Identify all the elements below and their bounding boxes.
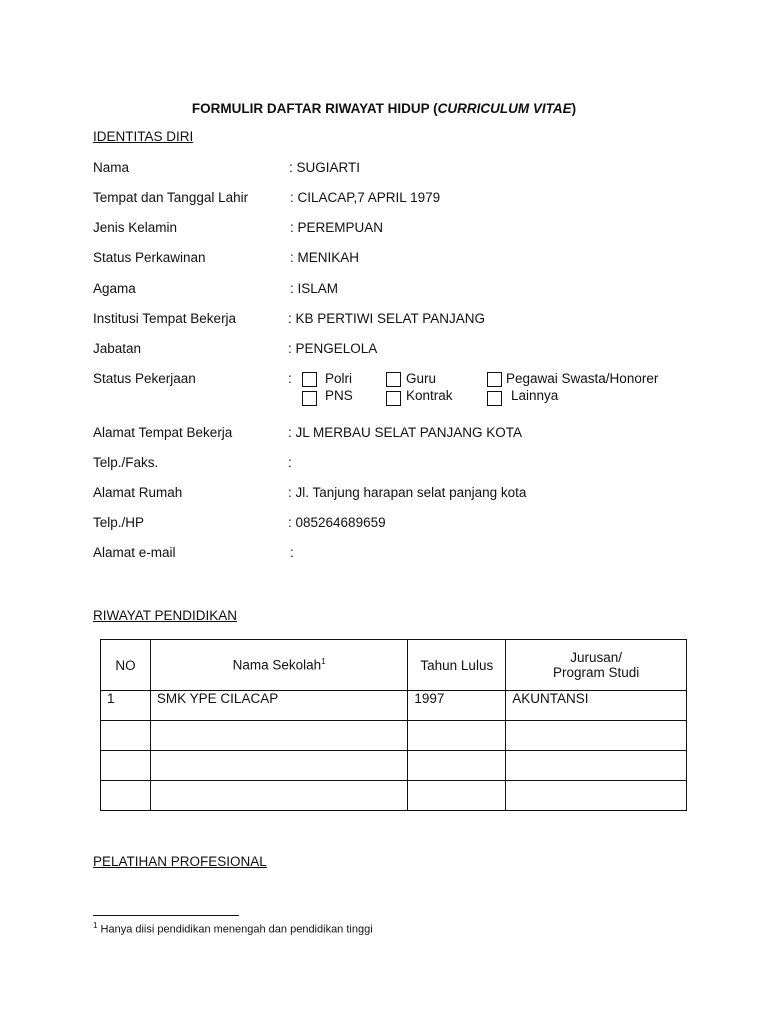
cell-year xyxy=(408,751,506,781)
footnote-separator xyxy=(93,915,239,916)
footnote-text: Hanya diisi pendidikan menengah dan pendidikan tinggi xyxy=(97,923,373,936)
field-value: : ISLAM xyxy=(290,281,339,296)
cell-major: AKUNTANSI xyxy=(506,691,687,721)
field-label: Alamat Rumah xyxy=(93,485,183,500)
field-alamat-rumah xyxy=(93,485,693,503)
field-telp-faks xyxy=(93,455,693,473)
checkbox-label-kontrak: Kontrak xyxy=(406,388,453,403)
field-alamat-email xyxy=(93,545,693,563)
field-status-pekerjaan xyxy=(93,371,693,411)
field-label: Status Perkawinan xyxy=(93,250,206,265)
footnote-mark: 1 xyxy=(93,921,98,930)
field-value: : PENGELOLA xyxy=(288,341,378,356)
field-label: Alamat Tempat Bekerja xyxy=(93,425,233,440)
header-no: NO xyxy=(101,640,151,691)
form-title: FORMULIR DAFTAR RIWAYAT HIDUP (CURRICULUM VITAE) xyxy=(191,101,577,116)
field-value: : Jl. Tanjung harapan selat panjang kota xyxy=(288,485,527,500)
checkbox-polri[interactable] xyxy=(302,372,317,387)
field-label: Institusi Tempat Bekerja xyxy=(93,311,237,326)
field-telp-hp xyxy=(93,515,693,533)
checkbox-guru[interactable] xyxy=(386,372,401,387)
checkbox-pegawai-swasta-honorer[interactable] xyxy=(487,372,502,387)
table-header-row xyxy=(101,640,687,691)
field-value: : CILACAP,7 APRIL 1979 xyxy=(290,190,441,205)
checkbox-pns[interactable] xyxy=(302,391,317,406)
cell-no xyxy=(101,751,151,781)
cell-year xyxy=(408,781,506,811)
checkbox-label-pegawai-swasta-honorer: Pegawai Swasta/Honorer xyxy=(506,371,659,386)
field-label: Telp./Faks. xyxy=(93,455,159,470)
cell-major xyxy=(506,751,687,781)
section-riwayat-pendidikan: RIWAYAT PENDIDIKAN xyxy=(93,608,238,623)
checkbox-label-polri: Polri xyxy=(325,371,353,386)
field-label: Nama xyxy=(93,160,130,175)
field-alamat-tempat-bekerja xyxy=(93,425,693,443)
field-status-perkawinan xyxy=(93,250,693,268)
cell-no xyxy=(101,781,151,811)
field-nama xyxy=(93,160,693,178)
checkbox-label-guru: Guru xyxy=(406,371,437,386)
table-row xyxy=(101,721,687,751)
field-value: : PEREMPUAN xyxy=(290,220,384,235)
cell-year: 1997 xyxy=(408,691,506,721)
field-value: : JL MERBAU SELAT PANJANG KOTA xyxy=(288,425,523,440)
field-value: : SUGIARTI xyxy=(289,160,361,175)
field-value: : xyxy=(290,545,294,560)
field-label: Jenis Kelamin xyxy=(93,220,178,235)
checkbox-label-lainnya: Lainnya xyxy=(511,388,559,403)
cell-year xyxy=(408,721,506,751)
field-value: : xyxy=(288,455,292,470)
field-jabatan xyxy=(93,341,693,359)
header-nama-sekolah: Nama Sekolah$^1$ xyxy=(150,640,407,691)
field-label: Alamat e-mail xyxy=(93,545,176,560)
field-value: : MENIKAH xyxy=(290,250,360,265)
cell-no: 1 xyxy=(101,691,151,721)
section-identitas-diri: IDENTITAS DIRI xyxy=(93,129,194,144)
table-row xyxy=(101,781,687,811)
field-label: Jabatan xyxy=(93,341,142,356)
cell-school xyxy=(150,721,407,751)
field-label: Status Pekerjaan xyxy=(93,371,196,386)
field-label: Agama xyxy=(93,281,136,296)
footnote xyxy=(93,921,373,936)
cell-major xyxy=(506,721,687,751)
field-label: Telp./HP xyxy=(93,515,145,530)
table-row xyxy=(101,751,687,781)
field-agama xyxy=(93,281,693,299)
checkbox-kontrak[interactable] xyxy=(386,391,401,406)
cell-major xyxy=(506,781,687,811)
education-table xyxy=(100,639,687,811)
field-colon: : xyxy=(288,371,292,386)
field-value: : KB PERTIWI SELAT PANJANG xyxy=(288,311,486,326)
cell-school xyxy=(150,751,407,781)
header-jurusan: Jurusan/ Program Studi xyxy=(506,640,687,691)
field-tempat-tanggal-lahir xyxy=(93,190,693,208)
cell-school xyxy=(150,781,407,811)
cell-no xyxy=(101,721,151,751)
checkbox-lainnya[interactable] xyxy=(487,391,502,406)
cell-school: SMK YPE CILACAP xyxy=(150,691,407,721)
table-row xyxy=(101,691,687,721)
header-tahun-lulus: Tahun Lulus xyxy=(408,640,506,691)
checkbox-label-pns: PNS xyxy=(325,388,353,403)
field-label: Tempat dan Tanggal Lahir xyxy=(93,190,249,205)
field-jenis-kelamin xyxy=(93,220,693,238)
field-institusi-tempat-bekerja xyxy=(93,311,693,329)
field-value: : 085264689659 xyxy=(288,515,386,530)
section-pelatihan-profesional: PELATIHAN PROFESIONAL xyxy=(93,854,267,869)
